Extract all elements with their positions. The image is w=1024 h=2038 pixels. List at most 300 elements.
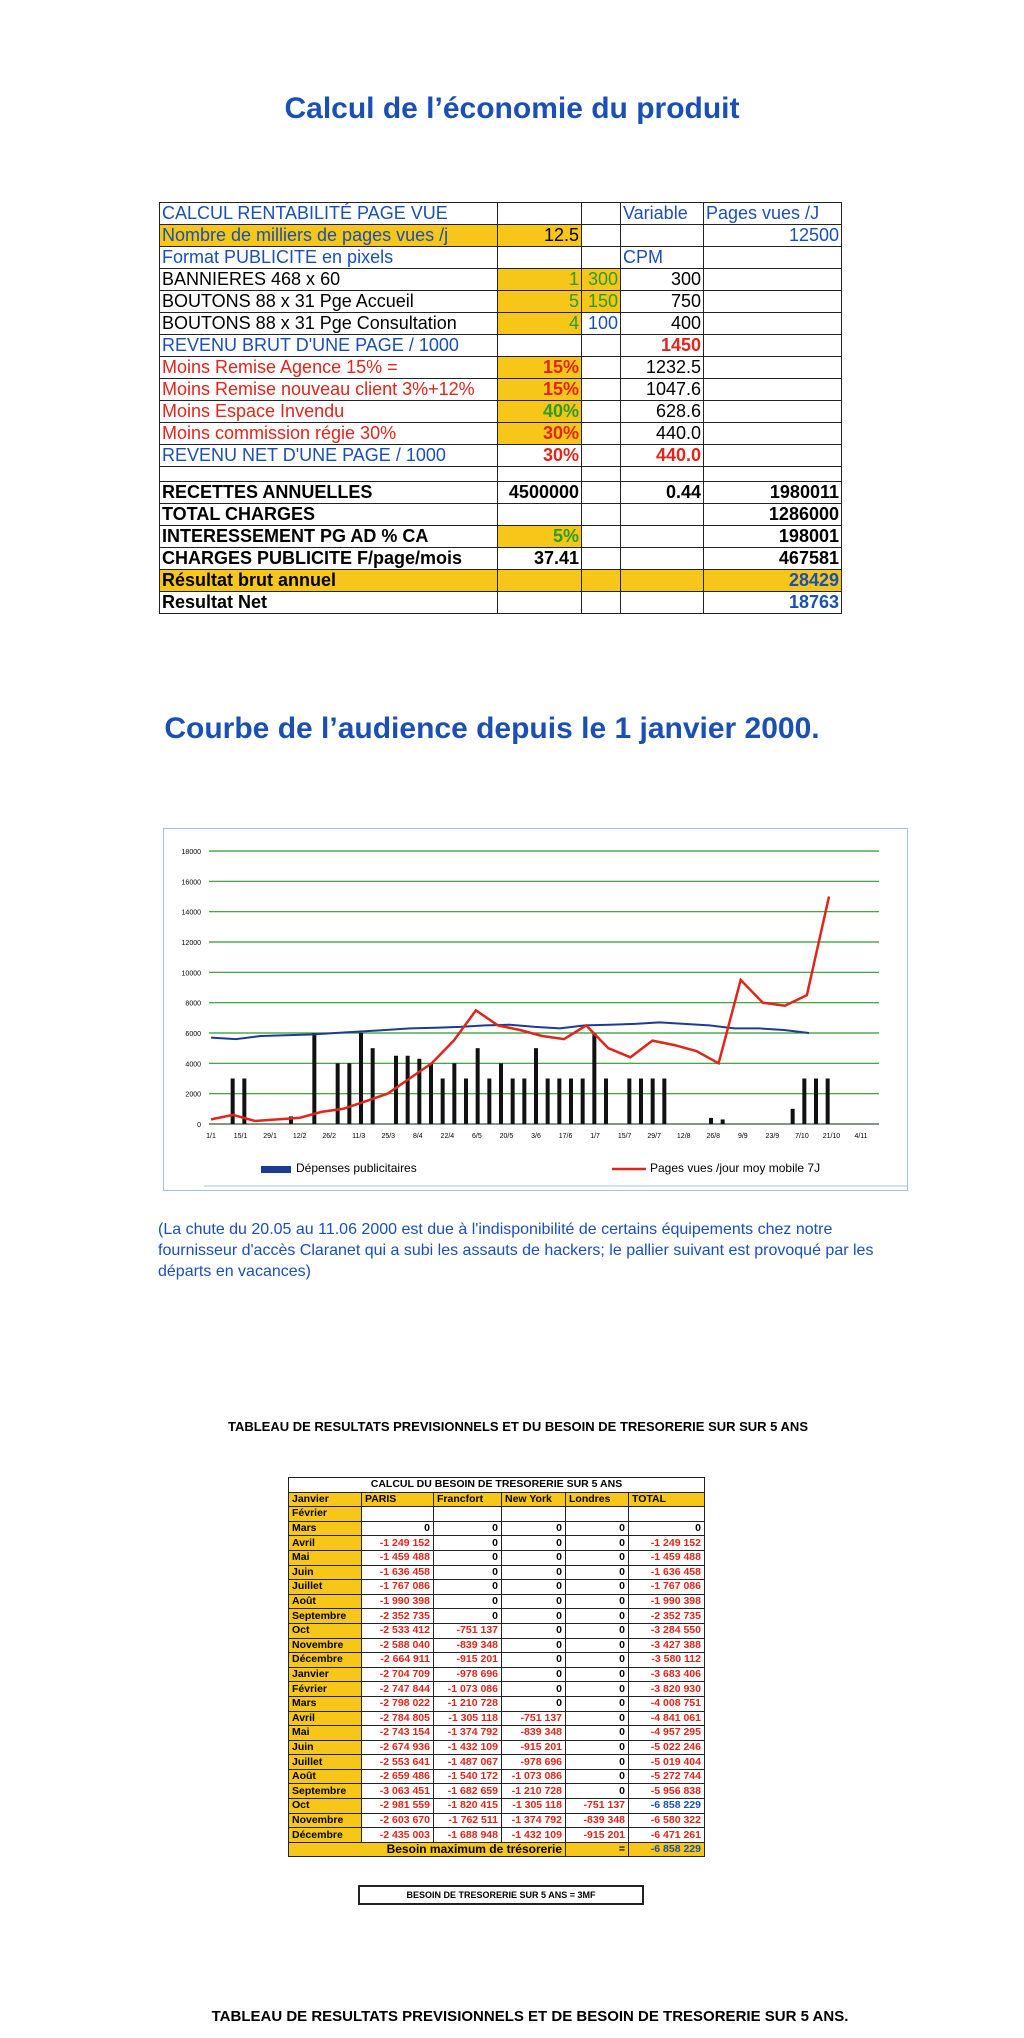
y-tick-label: 10000: [181, 970, 201, 978]
tresorerie-cell: -2 352 735: [629, 1609, 705, 1624]
tresorerie-cell: 0: [566, 1609, 629, 1624]
tresorerie-cell: -2 659 486: [362, 1769, 434, 1784]
tresorerie-cell: -1 540 172: [434, 1769, 502, 1784]
tresorerie-cell: -2 798 022: [362, 1696, 434, 1711]
calc-cell: 30%: [498, 423, 582, 445]
calc-cell: [704, 291, 842, 313]
calc-cell: 30%: [498, 445, 582, 467]
tresorerie-cell: 0: [566, 1565, 629, 1580]
ad-spend-bar: [452, 1063, 456, 1124]
tresorerie-cell: Avril: [289, 1711, 362, 1726]
ad-spend-line: [211, 1022, 809, 1039]
x-tick-label: 6/5: [472, 1133, 482, 1140]
ad-spend-bar: [581, 1079, 585, 1125]
tresorerie-cell: Besoin maximum de trésorerie: [289, 1842, 566, 1857]
calc-cell: [582, 357, 621, 379]
ad-spend-bar: [522, 1079, 526, 1125]
tresorerie-cell: [362, 1507, 434, 1522]
calc-header-row: [160, 203, 842, 225]
calc-cell: TOTAL CHARGES: [160, 504, 498, 526]
tresorerie-cell: 0: [566, 1740, 629, 1755]
tresorerie-cell: 0: [502, 1609, 566, 1624]
tresorerie-cell: -1 073 086: [502, 1769, 566, 1784]
tresorerie-cell: 0: [566, 1696, 629, 1711]
calc-cell: Résultat brut annuel: [160, 570, 498, 592]
calc-row: [160, 401, 842, 423]
calc-row: [160, 357, 842, 379]
calc-cell: 150: [582, 291, 621, 313]
tresorerie-row: [289, 1696, 705, 1711]
y-tick-label: 6000: [185, 1031, 201, 1038]
tresorerie-cell: Janvier: [289, 1667, 362, 1682]
y-tick-label: 2000: [185, 1091, 201, 1099]
calc-cell: [704, 379, 842, 401]
ad-spend-bar: [639, 1079, 643, 1125]
tresorerie-cell: [629, 1507, 705, 1522]
legend-label-spend: Dépenses publicitaires: [296, 1161, 417, 1175]
ad-spend-bar: [662, 1079, 666, 1125]
calc-cell: Moins commission régie 30%: [160, 423, 498, 445]
calc-cell: [621, 504, 704, 526]
calc-cell: Moins Remise nouveau client 3%+12%: [160, 379, 498, 401]
tresorerie-cell: 0: [566, 1726, 629, 1741]
calc-cell: Moins Espace Invendu: [160, 401, 498, 423]
tresorerie-cell: Novembre: [289, 1638, 362, 1653]
tresorerie-cell: -6 858 229: [629, 1799, 705, 1814]
ad-spend-bar: [429, 1063, 433, 1124]
tresorerie-cell: -1 210 728: [502, 1784, 566, 1799]
x-tick-label: 3/6: [531, 1133, 541, 1140]
tresorerie-cell: 0: [502, 1653, 566, 1668]
calc-cell: [498, 570, 582, 592]
tresorerie-cell: 0: [502, 1623, 566, 1638]
ad-spend-bar: [336, 1063, 340, 1124]
ad-spend-bar: [231, 1079, 235, 1125]
tresorerie-row: [289, 1653, 705, 1668]
calc-cell: INTERESSEMENT PG AD % CA: [160, 526, 498, 548]
tresorerie-cell: Mai: [289, 1550, 362, 1565]
tresorerie-cell: 0: [566, 1638, 629, 1653]
calc-cell: [582, 592, 621, 614]
tresorerie-cell: -1 432 109: [434, 1740, 502, 1755]
x-tick-label: 26/2: [322, 1133, 336, 1140]
x-tick-label: 12/2: [292, 1133, 307, 1140]
ad-spend-bar: [604, 1079, 608, 1125]
tresorerie-cell: Oct: [289, 1799, 362, 1814]
tresorerie-cell: 0: [566, 1711, 629, 1726]
tresorerie-cell: -5 019 404: [629, 1755, 705, 1770]
x-tick-label: 8/4: [412, 1133, 423, 1140]
x-tick-label: 7/10: [795, 1133, 809, 1140]
ad-spend-bar: [312, 1033, 316, 1124]
tresorerie-row: [289, 1580, 705, 1595]
tresorerie-cell: -6 471 261: [629, 1828, 705, 1843]
tresorerie-cell: -1 210 728: [434, 1696, 502, 1711]
calc-row: [160, 269, 842, 291]
calc-cell: [160, 467, 498, 482]
tresorerie-cell: -2 747 844: [362, 1682, 434, 1697]
calc-cell: Format PUBLICITE en pixels: [160, 247, 498, 269]
calc-cell: [704, 247, 842, 269]
calc-cell: [704, 401, 842, 423]
tresorerie-cell: Oct: [289, 1623, 362, 1638]
calc-gap-row: [160, 467, 842, 482]
calc-cell: 4: [498, 313, 582, 335]
calc-cell: BOUTONS 88 x 31 Pge Accueil: [160, 291, 498, 313]
tresorerie-row: [289, 1755, 705, 1770]
tresorerie-cell: -3 683 406: [629, 1667, 705, 1682]
tresorerie-cell: -978 696: [502, 1755, 566, 1770]
tresorerie-cell: Septembre: [289, 1784, 362, 1799]
x-tick-label: 22/4: [440, 1133, 455, 1140]
x-tick-label: 15/1: [233, 1133, 248, 1140]
tresorerie-cell: 0: [566, 1667, 629, 1682]
ad-spend-bar: [476, 1048, 480, 1124]
calc-cell: [498, 592, 582, 614]
calc-cell: 1450: [621, 335, 704, 357]
calc-cell: BANNIERES 468 x 60: [160, 269, 498, 291]
pageviews-line: [211, 897, 829, 1122]
tresorerie-cell: Juillet: [289, 1755, 362, 1770]
tresorerie-cell: -2 553 641: [362, 1755, 434, 1770]
calc-cell: 100: [582, 313, 621, 335]
ad-spend-bar: [371, 1048, 375, 1124]
x-tick-label: 4/11: [854, 1133, 868, 1140]
x-tick-label: 25/3: [381, 1133, 396, 1140]
tresorerie-cell: 0: [566, 1769, 629, 1784]
calc-cell: [582, 504, 621, 526]
tresorerie-cell: -751 137: [502, 1711, 566, 1726]
tresorerie-cell: -2 603 670: [362, 1813, 434, 1828]
tresorerie-cell: Londres: [566, 1492, 629, 1507]
tresorerie-cell: Septembre: [289, 1609, 362, 1624]
ad-spend-bar: [802, 1079, 806, 1125]
tresorerie-cell: -1 305 118: [502, 1799, 566, 1814]
tresorerie-cell: -1 487 067: [434, 1755, 502, 1770]
ad-spend-bar: [826, 1079, 830, 1125]
tresorerie-cell: -2 533 412: [362, 1623, 434, 1638]
tresorerie-cell: 0: [566, 1623, 629, 1638]
tresorerie-row: [289, 1682, 705, 1697]
calc-cell: Pages vues /J: [704, 203, 842, 225]
ad-spend-bar: [557, 1079, 561, 1125]
tresorerie-cell: -4 957 295: [629, 1726, 705, 1741]
tresorerie-cell: 0: [566, 1755, 629, 1770]
tresorerie-cell: 0: [502, 1667, 566, 1682]
x-tick-label: 29/7: [647, 1133, 661, 1140]
x-tick-label: 23/9: [765, 1133, 780, 1140]
calc-cell: [582, 247, 621, 269]
calc-cell: 440.0: [621, 445, 704, 467]
tresorerie-cell: 0: [502, 1594, 566, 1609]
tresorerie-row: [289, 1667, 705, 1682]
tresorerie-cell: 0: [566, 1653, 629, 1668]
calc-cell: [621, 467, 704, 482]
calc-row: [160, 335, 842, 357]
y-tick-label: 16000: [181, 879, 201, 887]
tresorerie-cell: [434, 1507, 502, 1522]
tresorerie-cell: -1 762 511: [434, 1813, 502, 1828]
calc-cell: 15%: [498, 357, 582, 379]
calc-cell: [498, 467, 582, 482]
tresorerie-cell: -1 682 659: [434, 1784, 502, 1799]
tresorerie-cell: 0: [566, 1594, 629, 1609]
tresorerie-cell: -1 374 792: [502, 1813, 566, 1828]
calc-summary-row: [160, 548, 842, 570]
tresorerie-cell: -2 784 805: [362, 1711, 434, 1726]
x-tick-label: 21/10: [822, 1133, 841, 1140]
calc-cell: BOUTONS 88 x 31 Pge Consultation: [160, 313, 498, 335]
tresorerie-cell: 0: [566, 1536, 629, 1551]
calc-cell: [582, 570, 621, 592]
tresorerie-cell: -751 137: [566, 1799, 629, 1814]
tresorerie-cell: 0: [502, 1536, 566, 1551]
tresorerie-cell: Mars: [289, 1521, 362, 1536]
calc-cell: [621, 526, 704, 548]
tresorerie-cell: Mars: [289, 1696, 362, 1711]
tresorerie-cell: -1 688 948: [434, 1828, 502, 1843]
calc-cell: 5: [498, 291, 582, 313]
ad-spend-bar: [534, 1048, 538, 1124]
calc-cell: [582, 482, 621, 504]
tresorerie-cell: -915 201: [502, 1740, 566, 1755]
tresorerie-cell: -1 990 398: [629, 1594, 705, 1609]
tresorerie-header-row: [289, 1492, 705, 1507]
tresorerie-cell: -978 696: [434, 1667, 502, 1682]
calc-cell: CPM: [621, 247, 704, 269]
ad-spend-bar: [441, 1079, 445, 1125]
tresorerie-cell: -2 743 154: [362, 1726, 434, 1741]
tresorerie-cell: -1 636 458: [362, 1565, 434, 1580]
calc-cell: 37.41: [498, 548, 582, 570]
ad-spend-bar: [347, 1063, 351, 1124]
calc-cell: 28429: [704, 570, 842, 592]
calc-summary-row: [160, 482, 842, 504]
ad-spend-bar: [464, 1079, 468, 1125]
x-tick-label: 15/7: [617, 1133, 632, 1140]
calc-row: [160, 291, 842, 313]
tresorerie-cell: -1 636 458: [629, 1565, 705, 1580]
calc-cell: RECETTES ANNUELLES: [160, 482, 498, 504]
tresorerie-cell: -3 820 930: [629, 1682, 705, 1697]
calc-row: [160, 247, 842, 269]
tresorerie-cell: -5 022 246: [629, 1740, 705, 1755]
ad-spend-bar: [417, 1059, 421, 1124]
calc-summary-row: [160, 592, 842, 614]
tresorerie-cell: Novembre: [289, 1813, 362, 1828]
tresorerie-cell: -915 201: [434, 1653, 502, 1668]
calc-cell: [582, 203, 621, 225]
tresorerie-cell: -3 284 550: [629, 1623, 705, 1638]
tresorerie-cell: Avril: [289, 1536, 362, 1551]
x-tick-label: 1/7: [590, 1133, 600, 1140]
calc-cell: 1047.6: [621, 379, 704, 401]
tresorerie-cell: 0: [434, 1536, 502, 1551]
tresorerie-row: [289, 1521, 705, 1536]
tresorerie-cell: Décembre: [289, 1828, 362, 1843]
calc-summary-row: [160, 570, 842, 592]
calc-cell: 198001: [704, 526, 842, 548]
calc-cell: 12.5: [498, 225, 582, 247]
calc-row: [160, 423, 842, 445]
calc-cell: REVENU NET D'UNE PAGE / 1000: [160, 445, 498, 467]
tresorerie-cell: Francfort: [434, 1492, 502, 1507]
tresorerie-cell: -1 249 152: [629, 1536, 705, 1551]
ad-spend-bar: [814, 1079, 818, 1125]
calc-cell: [582, 526, 621, 548]
calc-cell: [498, 504, 582, 526]
tresorerie-row: [289, 1609, 705, 1624]
tresorerie-cell: -2 588 040: [362, 1638, 434, 1653]
tresorerie-row: [289, 1536, 705, 1551]
tresorerie-cell: CALCUL DU BESOIN DE TRESORERIE SUR 5 ANS: [289, 1478, 705, 1493]
tresorerie-cell: -751 137: [434, 1623, 502, 1638]
tresorerie-cell: -839 348: [434, 1638, 502, 1653]
tresorerie-cell: -1 990 398: [362, 1594, 434, 1609]
calc-cell: 15%: [498, 379, 582, 401]
calc-cell: 0.44: [621, 482, 704, 504]
tresorerie-cell: -2 435 003: [362, 1828, 434, 1843]
calc-cell: [582, 423, 621, 445]
calc-cell: 1286000: [704, 504, 842, 526]
ad-spend-bar: [592, 1033, 596, 1124]
tresorerie-cell: Mai: [289, 1726, 362, 1741]
calc-row: [160, 313, 842, 335]
tresorerie-cell: 0: [502, 1580, 566, 1595]
ad-spend-bar: [791, 1109, 795, 1124]
calc-row: [160, 225, 842, 247]
x-tick-label: 29/1: [263, 1133, 277, 1140]
calc-cell: 40%: [498, 401, 582, 423]
calc-cell: [498, 247, 582, 269]
calc-summary-row: [160, 504, 842, 526]
tresorerie-cell: -2 664 911: [362, 1653, 434, 1668]
calc-cell: REVENU BRUT D'UNE PAGE / 1000: [160, 335, 498, 357]
tresorerie-cell: Juillet: [289, 1580, 362, 1595]
tresorerie-cell: -1 767 086: [629, 1580, 705, 1595]
calc-cell: 467581: [704, 548, 842, 570]
tresorerie-cell: -1 459 488: [629, 1550, 705, 1565]
tresorerie-cell: -3 427 388: [629, 1638, 705, 1653]
y-tick-label: 18000: [181, 849, 201, 856]
page-title-economie: Calcul de l’économie du produit: [284, 92, 740, 125]
calc-cell: [621, 548, 704, 570]
tresorerie-row: [289, 1769, 705, 1784]
calc-cell: [704, 445, 842, 467]
ad-spend-bar: [406, 1056, 410, 1124]
tresorerie-cell: 0: [566, 1682, 629, 1697]
tresorerie-cell: -4 008 751: [629, 1696, 705, 1711]
tresorerie-cell: 0: [434, 1565, 502, 1580]
tresorerie-cell: -1 249 152: [362, 1536, 434, 1551]
tresorerie-cell: -3 063 451: [362, 1784, 434, 1799]
calc-cell: [582, 467, 621, 482]
tresorerie-cell: 0: [502, 1682, 566, 1697]
calc-cell: [582, 379, 621, 401]
tresorerie-cell: Février: [289, 1507, 362, 1522]
tresorerie-cell: -1 820 415: [434, 1799, 502, 1814]
tresorerie-row: [289, 1726, 705, 1741]
tresorerie-cell: Juin: [289, 1565, 362, 1580]
calc-cell: [498, 203, 582, 225]
calc-cell: 4500000: [498, 482, 582, 504]
tresorerie-cell: 0: [502, 1565, 566, 1580]
calc-cell: 300: [582, 269, 621, 291]
audience-chart: [163, 828, 908, 1191]
tresorerie-cell: -2 704 709: [362, 1667, 434, 1682]
x-tick-label: 9/9: [737, 1133, 748, 1140]
calc-cell: [582, 445, 621, 467]
tresorerie-cell: [566, 1507, 629, 1522]
rentabilite-table: [159, 202, 842, 614]
tresorerie-cell: -839 348: [502, 1726, 566, 1741]
tresorerie-row: [289, 1550, 705, 1565]
ad-spend-bar: [569, 1079, 573, 1125]
y-tick-label: 12000: [181, 940, 201, 947]
tresorerie-cell: -6 580 322: [629, 1813, 705, 1828]
tresorerie-cell: -5 272 744: [629, 1769, 705, 1784]
tresorerie-cell: [502, 1507, 566, 1522]
tresorerie-cell: -839 348: [566, 1813, 629, 1828]
audience-title: Courbe de l’audience depuis le 1 janvier 2000.: [164, 712, 820, 745]
ad-spend-bar: [709, 1118, 713, 1124]
besoin-summary-box: BESOIN DE TRESORERIE SUR 5 ANS = 3MF: [358, 1885, 644, 1905]
calc-cell: [621, 225, 704, 247]
calc-cell: 1980011: [704, 482, 842, 504]
tresorerie-row: [289, 1594, 705, 1609]
x-tick-label: 12/8: [676, 1133, 691, 1140]
tresorerie-cell: 0: [629, 1521, 705, 1536]
tresorerie-cell: 0: [502, 1550, 566, 1565]
y-tick-label: 8000: [185, 1000, 201, 1008]
ad-spend-bar: [546, 1079, 550, 1125]
ad-spend-bar: [627, 1079, 631, 1125]
tresorerie-cell: TOTAL: [629, 1492, 705, 1507]
tresorerie-cell: PARIS: [362, 1492, 434, 1507]
tresorerie-title: TABLEAU DE RESULTATS PREVISIONNELS ET DU BESOIN DE TRESORERIE SUR SUR 5 ANS: [227, 1419, 808, 1434]
calc-cell: 1232.5: [621, 357, 704, 379]
tresorerie-cell: Août: [289, 1594, 362, 1609]
tresorerie-cell: -3 580 112: [629, 1653, 705, 1668]
calc-cell: CALCUL RENTABILITÉ PAGE VUE: [160, 203, 498, 225]
ad-spend-bar: [359, 1033, 363, 1124]
tresorerie-row: [289, 1565, 705, 1580]
tresorerie-cell: Février: [289, 1682, 362, 1697]
tresorerie-cell: 0: [566, 1784, 629, 1799]
calc-cell: Variable: [621, 203, 704, 225]
tresorerie-row: [289, 1813, 705, 1828]
tresorerie-cell: -915 201: [566, 1828, 629, 1843]
bottom-title: TABLEAU DE RESULTATS PREVISIONNELS ET DE BESOIN DE TRESORERIE SUR 5 ANS.: [211, 2008, 849, 2025]
tresorerie-row: [289, 1711, 705, 1726]
calc-cell: [621, 570, 704, 592]
y-tick-label: 4000: [185, 1061, 201, 1069]
tresorerie-cell: 0: [434, 1594, 502, 1609]
y-tick-label: 0: [197, 1122, 201, 1129]
calc-cell: Moins Remise Agence 15% =: [160, 357, 498, 379]
tresorerie-cell: -2 981 559: [362, 1799, 434, 1814]
tresorerie-cell: 0: [434, 1521, 502, 1536]
tresorerie-table: [288, 1477, 705, 1857]
y-tick-label: 14000: [181, 909, 201, 917]
tresorerie-row: [289, 1784, 705, 1799]
tresorerie-cell: 0: [566, 1550, 629, 1565]
tresorerie-cell: -1 073 086: [434, 1682, 502, 1697]
calc-cell: [582, 335, 621, 357]
ad-spend-bar: [487, 1079, 491, 1125]
tresorerie-cell: Décembre: [289, 1653, 362, 1668]
tresorerie-cell: -5 956 838: [629, 1784, 705, 1799]
